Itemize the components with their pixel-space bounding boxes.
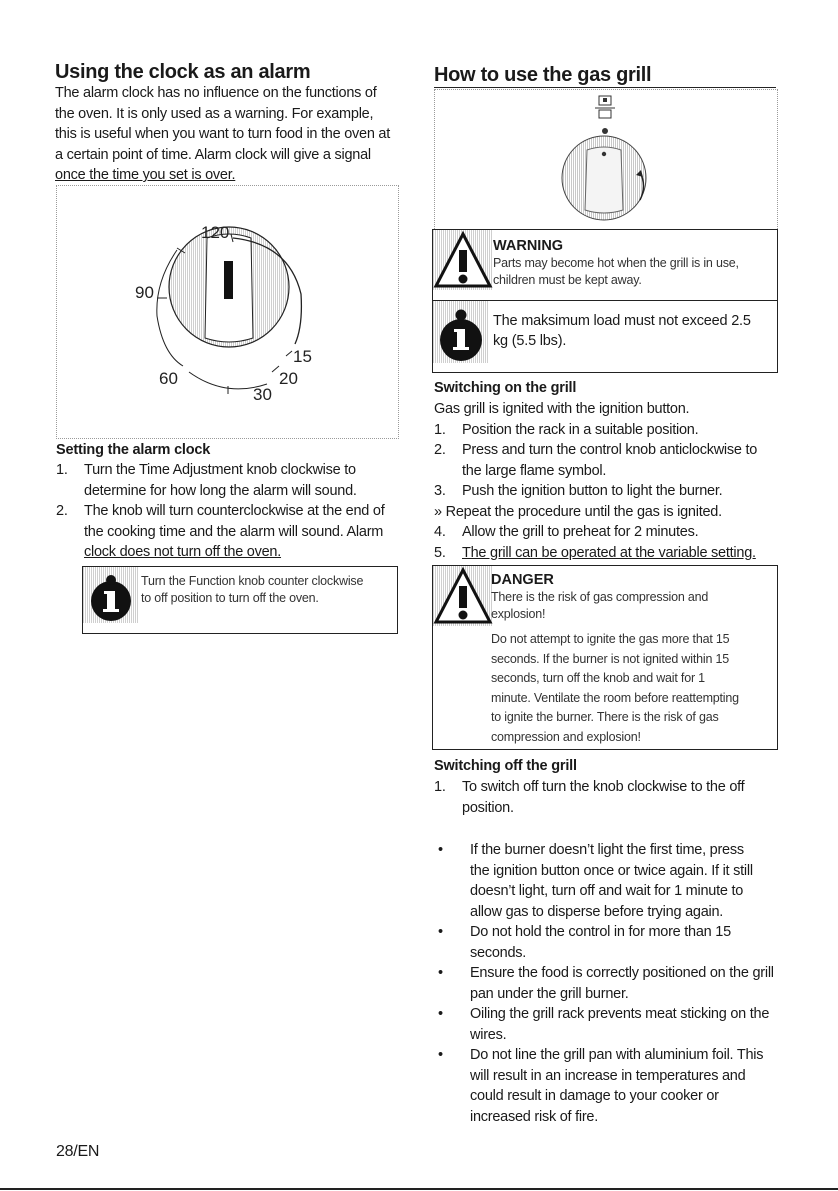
list-item (434, 922, 786, 963)
step-line (434, 502, 779, 523)
switching-off-steps (434, 777, 779, 818)
dial-tick (286, 351, 292, 356)
dial-tick (272, 366, 279, 372)
step-item (434, 502, 779, 523)
step-text: Repeat the procedure until the gas is ignited. (445, 503, 722, 520)
list-item (434, 963, 786, 1004)
step-item (434, 440, 779, 481)
info-note-line: to off position to turn off the oven. (141, 591, 319, 605)
switching-on-section (434, 399, 779, 563)
list-item (434, 1004, 786, 1045)
dial-label-30: 30 (253, 385, 272, 404)
list-item-line: Do not line the grill pan with aluminium foil. This (470, 1047, 764, 1063)
info-note-function-knob (82, 566, 398, 634)
danger-icon (433, 566, 493, 626)
danger-line: explosion! (491, 607, 546, 621)
danger-line: There is the risk of gas compression and (491, 590, 709, 604)
list-item-line: Do not hold the control in for more than 15 (470, 924, 731, 940)
step-line: Position the rack in a suitable position. (462, 421, 699, 438)
setting-alarm-heading: Setting the alarm clock (56, 442, 211, 458)
step-line: the large flame symbol. (462, 462, 607, 479)
list-item-line: could result in damage to your cooker or (470, 1088, 719, 1104)
list-item-line: allow gas to disperse before trying again. (470, 903, 724, 920)
dial-label-15: 15 (293, 347, 312, 366)
switching-on-intro: Gas grill is ignited with the ignition button. (434, 401, 690, 417)
warning-icon (433, 230, 493, 290)
info-note-line: Turn the Function knob counter clockwise (141, 574, 364, 588)
info-load-line: The maksimum load must not exceed 2.5 (493, 313, 751, 329)
dial-label-120: 120 (201, 223, 230, 242)
info-note-text (141, 573, 393, 607)
step-number: 1. (434, 421, 446, 438)
list-item (434, 1045, 786, 1127)
list-item-line: increased risk of fire. (470, 1108, 599, 1125)
switching-off-heading: Switching off the grill (434, 758, 577, 774)
danger-detail-line: compression and explosion! (491, 729, 641, 744)
list-item-line: doesn’t light, turn off and wait for 1 minute to (470, 883, 744, 899)
step-number: 1. (434, 779, 446, 795)
grill-symbol-icon (595, 96, 615, 118)
step-number: 4. (434, 524, 446, 540)
step-line: Push the ignition button to light the burner. (462, 483, 723, 499)
info-icon-box (83, 567, 139, 623)
list-item-line: pan under the grill burner. (470, 985, 629, 1002)
step-item (434, 481, 779, 502)
danger-detail-line: to ignite the burner. There is the risk of gas (491, 710, 719, 724)
step-line: Turn the Time Adjustment knob clockwise to (84, 462, 356, 478)
list-item-line: Ensure the food is correctly positioned on the grill (470, 965, 774, 981)
dial-label-60: 60 (159, 369, 178, 388)
warning-title: WARNING (493, 238, 564, 254)
list-item-line: wires. (470, 1026, 507, 1043)
step-item (434, 543, 779, 564)
bullet-icon: • (438, 965, 443, 981)
danger-detail-line: Do not attempt to ignite the gas more that 15 (491, 632, 730, 646)
step-marker: » (434, 503, 442, 520)
alarm-dial-illustration (57, 186, 398, 438)
step-line: Allow the grill to preheat for 2 minutes. (462, 524, 699, 540)
step-number: 2. (56, 503, 68, 519)
grill-knob-illustration (435, 90, 777, 230)
step-line: To switch off turn the knob clockwise to the off (462, 779, 745, 795)
step-line: the cooking time and the alarm will sound. Alarm (84, 523, 384, 540)
list-item-line: will result in an increase in temperatures and (470, 1067, 746, 1084)
grill-knob-figure (434, 89, 778, 231)
step-line: determine for how long the alarm will sound. (84, 482, 357, 499)
step-number: 2. (434, 442, 446, 458)
list-item-line: Oiling the grill rack prevents meat sticking on the (470, 1006, 770, 1022)
bullet-icon: • (438, 842, 443, 858)
alarm-heading: Using the clock as an alarm (55, 61, 311, 83)
bullet-icon: • (438, 924, 443, 940)
setting-alarm-steps (56, 460, 406, 563)
info-load-text (493, 311, 775, 351)
grill-tips-list (434, 840, 786, 1127)
step-item (434, 522, 779, 543)
list-item-line: the ignition button once or twice again. If it still (470, 862, 753, 879)
alarm-intro-line: The alarm clock has no influence on the functions of (55, 85, 377, 101)
warning-box (432, 229, 778, 302)
info-note-max-load (432, 300, 778, 373)
step-line: The grill can be operated at the variable setting. (462, 544, 756, 561)
alarm-intro-line: a certain point of time. Alarm clock will give a signal (55, 146, 371, 163)
step-line: The knob will turn counterclockwise at the end of (84, 503, 385, 519)
list-item-line: If the burner doesn’t light the first time, press (470, 842, 744, 858)
step-item (434, 420, 779, 441)
danger-detail-line: minute. Ventilate the room before reattempting (491, 690, 739, 705)
grill-knob-grip (585, 147, 623, 213)
switching-on-heading: Switching on the grill (434, 380, 577, 396)
info-icon (83, 567, 139, 623)
danger-text (491, 572, 775, 623)
warning-line: Parts may become hot when the grill is in use, (493, 256, 739, 270)
danger-title: DANGER (491, 572, 554, 588)
warning-icon-box (433, 230, 493, 290)
alarm-dial-figure (56, 185, 399, 439)
step-line: clock does not turn off the oven. (84, 544, 282, 560)
page-number: 28/EN (56, 1143, 100, 1160)
step-line: position. (462, 799, 514, 816)
alarm-intro-line: the oven. It is only used as a warning. For example, (55, 105, 374, 122)
step-item (56, 501, 406, 563)
info-icon (433, 301, 489, 363)
knob-indicator (224, 261, 233, 299)
grill-knob-indicator (602, 152, 606, 156)
bullet-icon: • (438, 1006, 443, 1022)
knob-mark-dot (602, 128, 608, 134)
info-load-line: kg (5.5 lbs). (493, 333, 567, 349)
danger-box (432, 565, 778, 750)
info-icon-box (433, 301, 489, 363)
alarm-intro-line: once the time you set is over. (55, 167, 236, 183)
danger-detail-line: seconds. If the burner is not ignited within 15 (491, 651, 729, 666)
step-number: 5. (434, 544, 446, 561)
warning-text (493, 238, 775, 289)
step-item (56, 460, 406, 501)
step-line: Press and turn the control knob anticlockwise to (462, 442, 758, 458)
step-item (434, 777, 779, 818)
alarm-intro-line: this is useful when you want to turn food in the oven at (55, 126, 391, 142)
danger-detail-line: seconds, turn off the knob and wait for 1 (491, 671, 705, 685)
dial-label-90: 90 (135, 283, 154, 302)
list-item (434, 840, 786, 922)
gas-grill-heading: How to use the gas grill (434, 64, 776, 88)
danger-icon-box (433, 566, 493, 626)
warning-line: children must be kept away. (493, 273, 642, 287)
step-number: 3. (434, 483, 446, 499)
list-item-line: seconds. (470, 944, 527, 961)
step-number: 1. (56, 462, 68, 478)
footer-rule (0, 1188, 838, 1190)
bullet-icon: • (438, 1047, 443, 1063)
danger-detail (491, 630, 775, 747)
dial-label-20: 20 (279, 369, 298, 388)
alarm-intro (55, 83, 410, 186)
